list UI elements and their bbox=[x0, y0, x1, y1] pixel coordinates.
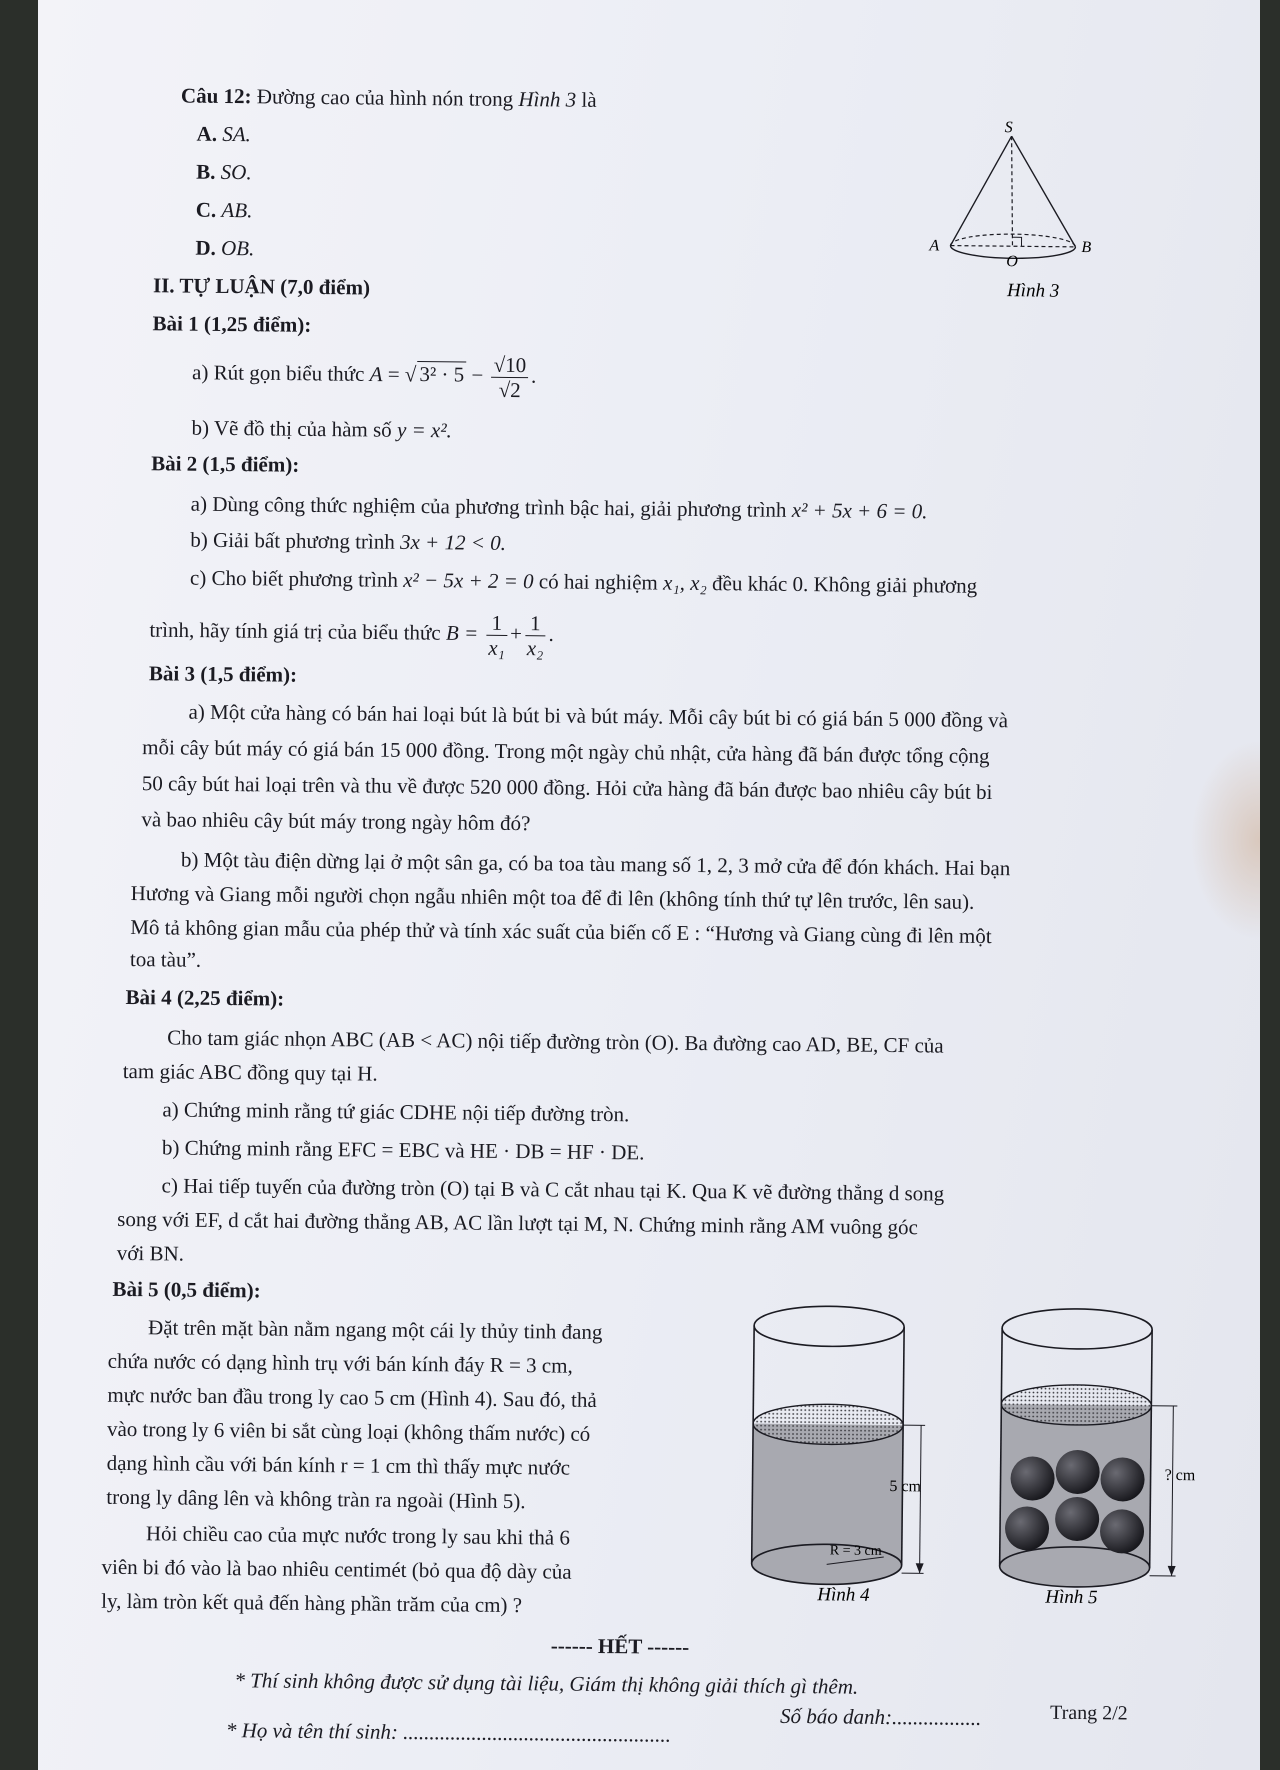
fraction-den: √2 bbox=[498, 377, 521, 403]
fraction-den: x₂ bbox=[526, 636, 544, 661]
bai4-line: song với EF, d cắt hai đường thẳng AB, AC lần lượt tại M, N. Chứng minh rằng AM vuông góc bbox=[117, 1206, 919, 1240]
page-content bbox=[38, 0, 1260, 1770]
bai3-title: Bài 3 (1,5 điểm): bbox=[148, 661, 298, 687]
q12-stem bbox=[181, 84, 597, 114]
bai3-a-line: a) Một cửa hàng có bán hai loại bút là bút bi và bút máy. Mỗi cây bút bi có giá bán 5 000 đồng và bbox=[188, 699, 1009, 733]
bai2-c-text3: đều khác 0. Không giải phương bbox=[711, 571, 978, 598]
cone-label-a: A bbox=[929, 237, 940, 255]
bai1-title: Bài 1 (1,25 điểm): bbox=[152, 311, 312, 337]
bai2-a-text: a) Dùng công thức nghiệm của phương trình bậc hai, giải phương trình bbox=[190, 491, 787, 522]
end-marker: ------ HẾT ------ bbox=[550, 1633, 690, 1659]
fraction-num: 1 bbox=[525, 611, 546, 636]
section-heading: II. TỰ LUẬN (7,0 điểm) bbox=[152, 273, 371, 300]
footer-note: * Thí sinh không được sử dụng tài liệu, Giám thị không giải thích gì thêm. bbox=[234, 1668, 859, 1699]
bai2-c-b: B = bbox=[445, 620, 479, 646]
bai3-b-line: b) Một tàu điện dừng lại ở một sân ga, có ba toa tàu mang số 1, 2, 3 mở cửa để đón khách. Hai bạn bbox=[180, 847, 1011, 881]
bai1-b-expr: y = x². bbox=[396, 417, 453, 443]
bai4-line: c) Hai tiếp tuyến của đường tròn (O) tại B và C cắt nhau tại K. Qua K vẽ đường thẳng d song bbox=[161, 1173, 945, 1206]
bai4-line: Cho tam giác nhọn ABC (AB < AC) nội tiếp đường tròn (O). Ba đường cao AD, BE, CF của bbox=[167, 1025, 944, 1058]
q12-option-d bbox=[195, 236, 254, 262]
q12-option-c bbox=[196, 198, 253, 224]
fraction-1-x1 bbox=[486, 611, 507, 660]
cone-caption: Hình 3 bbox=[1006, 280, 1060, 302]
bai5-line: Đặt trên mặt bàn nằm ngang một cái ly thủy tinh đang bbox=[147, 1315, 603, 1344]
fraction-num: 1 bbox=[486, 611, 507, 636]
bai3-b-line: Mô tả không gian mẫu của phép thử và tính xác suất của biến cố E : “Hương và Giang cùng đi lên một bbox=[130, 915, 992, 949]
option-text: AB. bbox=[221, 197, 253, 223]
bai5-title: Bài 5 (0,5 điểm): bbox=[112, 1276, 261, 1303]
bai1-b-text: b) Vẽ đồ thị của hàm số bbox=[191, 415, 392, 442]
bai5-line: trong ly dâng lên và không tràn ra ngoài (Hình 5). bbox=[106, 1484, 526, 1514]
bai4-line: với BN. bbox=[116, 1240, 185, 1266]
page-number: Trang 2/2 bbox=[1050, 1701, 1128, 1725]
bai4-line: b) Chứng minh rằng EFC = EBC và HE · DB = HF · DE. bbox=[161, 1135, 645, 1165]
bai2-b-expr: 3x + 12 < 0. bbox=[399, 529, 507, 555]
bai1-a: a) Rút gọn biểu thức A = √ 3² · 5 − $\frac{√10}{√2}$ . bbox=[191, 352, 537, 403]
q12-option-b bbox=[196, 160, 252, 186]
bai3-b-line: Hương và Giang mỗi người chọn ngẫu nhiên một toa để đi lên (không tính thứ tự lên trước, lên sau). bbox=[130, 881, 975, 914]
bai5-line: viên bi đó vào là bao nhiêu centimét (bỏ qua độ dày của bbox=[101, 1554, 572, 1584]
candidate-name: * Họ và tên thí sinh: ................................................... bbox=[225, 1718, 672, 1747]
option-letter: B. bbox=[196, 159, 216, 184]
bai5-line: chứa nước có dạng hình trụ với bán kính đáy R = 3 cm, bbox=[107, 1348, 573, 1378]
fraction-num: √10 bbox=[492, 353, 529, 379]
q12-stem-ref: Hình 3 bbox=[518, 87, 577, 112]
bai4-line: a) Chứng minh rằng tứ giác CDHE nội tiếp đường tròn. bbox=[162, 1097, 630, 1127]
bai3-a-line: mỗi cây bút máy có giá bán 15 000 đồng. Trong một ngày chủ nhật, cửa hàng đã bán được tổng cộng bbox=[142, 735, 990, 769]
option-text: OB. bbox=[220, 235, 255, 261]
bai3-a-line: và bao nhiêu cây bút máy trong ngày hôm đó? bbox=[141, 807, 531, 836]
fig4-caption: Hình 4 bbox=[817, 1584, 870, 1606]
bai5-line: mực nước ban đầu trong ly cao 5 cm (Hình 4). Sau đó, thả bbox=[107, 1382, 597, 1412]
exam-page bbox=[38, 0, 1260, 1770]
bai5-line: Hỏi chiều cao của mực nước trong ly sau khi thả 6 bbox=[145, 1521, 571, 1550]
fig4-height-label: 5 cm bbox=[889, 1477, 922, 1496]
bai2-a bbox=[191, 492, 928, 525]
bai2-title: Bài 2 (1,5 điểm): bbox=[151, 451, 300, 477]
option-text: SA. bbox=[222, 121, 251, 147]
bai2-a-expr: x² + 5x + 6 = 0. bbox=[791, 497, 928, 524]
bai1-b bbox=[191, 416, 452, 444]
q12-stem-a: Đường cao của hình nón trong bbox=[256, 84, 514, 111]
bai3-b-line: toa tàu”. bbox=[129, 947, 202, 972]
bai2-b-text: b) Giải bất phương trình bbox=[190, 527, 395, 554]
candidate-number: Số báo danh:................. bbox=[779, 1703, 982, 1730]
option-letter: D. bbox=[195, 235, 216, 260]
q12-option-a bbox=[196, 122, 251, 148]
cone-label-o: O bbox=[1006, 253, 1018, 271]
bai2-c-expr1: x² − 5x + 2 = 0 bbox=[403, 567, 534, 594]
cone-label-b: B bbox=[1081, 238, 1092, 257]
bai2-c bbox=[190, 566, 977, 599]
bai5-line: vào trong ly 6 viên bi sắt cùng loại (không thấm nước) có bbox=[106, 1416, 591, 1446]
bai1-a-lhs: A bbox=[369, 361, 383, 387]
fig5-height-label: ? cm bbox=[1164, 1466, 1196, 1485]
q12-title: Câu 12: bbox=[180, 83, 252, 109]
option-letter: C. bbox=[195, 197, 217, 222]
bai1-a-sqrt: 3² · 5 bbox=[417, 361, 466, 388]
bai1-a-text: a) Rút gọn biểu thức bbox=[191, 360, 365, 386]
fig5-caption: Hình 5 bbox=[1045, 1586, 1098, 1609]
cup-figure-5 bbox=[981, 1306, 1214, 1608]
bai5-line: dạng hình cầu với bán kính r = 1 cm thì thấy mực nước bbox=[106, 1450, 571, 1480]
cone-figure bbox=[915, 117, 1127, 309]
bai1-a-fraction bbox=[491, 353, 528, 403]
option-letter: A. bbox=[196, 121, 218, 146]
q12-stem-b: là bbox=[581, 87, 597, 112]
fig4-radius-label: R = 3 cm bbox=[829, 1543, 882, 1559]
option-text: SO. bbox=[220, 159, 252, 185]
cup-figure-4 bbox=[733, 1303, 946, 1605]
bai2-c-line2: trình, hãy tính giá trị của biểu thức B = $\frac{1}{\text{x₁}}$ + $\frac{1}{\text{x₂}}$ . bbox=[149, 610, 554, 661]
bai2-c-expr2: x₁, x₂ bbox=[662, 570, 707, 596]
fraction-den: x₁ bbox=[488, 635, 506, 661]
bai2-c-line2-text: trình, hãy tính giá trị của biểu thức bbox=[149, 617, 441, 645]
bai3-a-line: 50 cây bút hai loại trên và thu về được 520 000 đồng. Hỏi cửa hàng đã bán được bao nhiêu cây bút bi bbox=[141, 771, 993, 805]
bai4-line: tam giác ABC đồng quy tại H. bbox=[122, 1058, 378, 1086]
bai5-line: ly, làm tròn kết quả đến hàng phần trăm của cm) ? bbox=[101, 1588, 523, 1618]
cone-label-s: S bbox=[1004, 119, 1013, 137]
bai2-c-text1: c) Cho biết phương trình bbox=[189, 565, 399, 592]
bai4-title: Bài 4 (2,25 điểm): bbox=[125, 984, 285, 1011]
bai2-c-text2: có hai nghiệm bbox=[538, 569, 658, 595]
fraction-1-x2 bbox=[525, 611, 546, 660]
bai2-b bbox=[190, 528, 506, 556]
